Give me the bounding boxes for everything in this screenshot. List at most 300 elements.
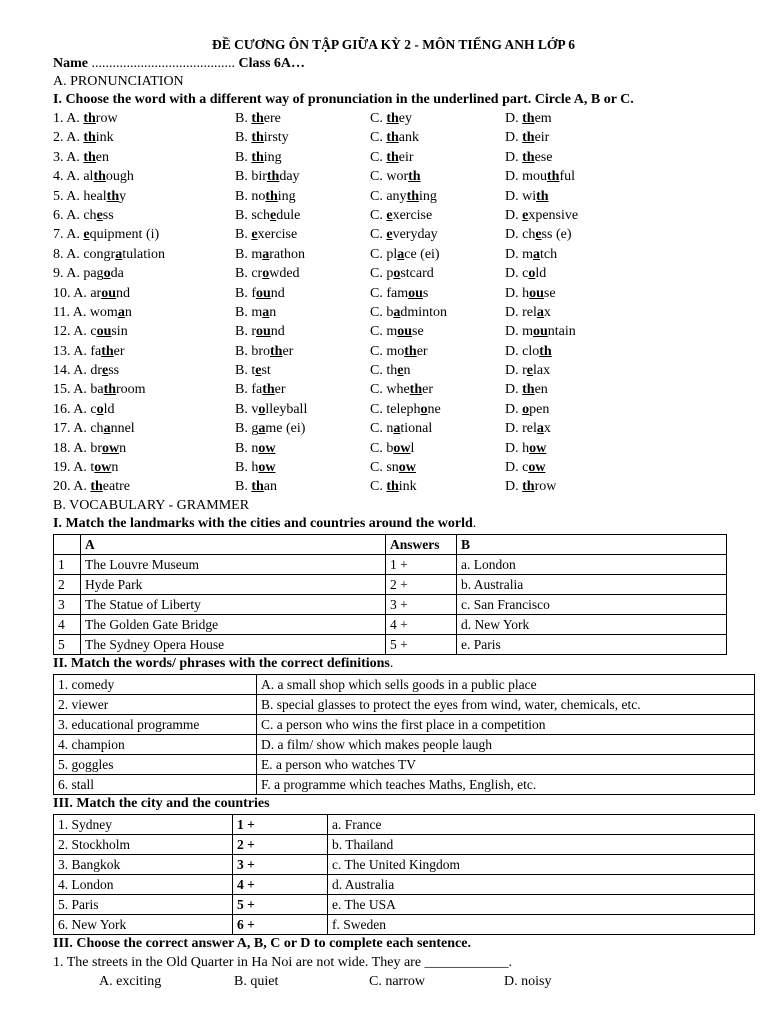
answer-option[interactable] bbox=[53, 264, 235, 283]
option-text: C. bbox=[370, 479, 387, 495]
table-cell: b. Australia bbox=[457, 574, 727, 594]
option-text: B. g bbox=[235, 421, 259, 437]
option-text: da bbox=[110, 266, 124, 282]
underlined-sound: e bbox=[102, 363, 109, 379]
table-header-cell bbox=[54, 534, 81, 554]
option-text: ank bbox=[398, 130, 420, 146]
option-text: C. bbox=[370, 130, 387, 146]
answer-option[interactable] bbox=[53, 361, 235, 380]
option-text: C. p bbox=[370, 266, 394, 282]
option-text: B. m bbox=[235, 246, 263, 262]
underlined-sound: ou bbox=[96, 324, 112, 340]
option-text: D. c bbox=[505, 266, 529, 282]
answer-option[interactable] bbox=[370, 322, 505, 341]
section-a-heading: A. PRONUNCIATION bbox=[53, 74, 184, 89]
table-cell: e. The USA bbox=[328, 894, 755, 914]
answer-option[interactable] bbox=[505, 458, 665, 477]
answer-option[interactable] bbox=[505, 303, 665, 322]
table-cell[interactable]: 5 + bbox=[386, 634, 457, 654]
option-text: C. teleph bbox=[370, 401, 421, 417]
answer-option[interactable] bbox=[53, 128, 235, 147]
option-a[interactable]: A. exciting bbox=[99, 973, 162, 989]
table-cell: The Golden Gate Bridge bbox=[81, 614, 386, 634]
table-cell: D. a film/ show which makes people laugh bbox=[257, 734, 755, 754]
underlined-sound: th bbox=[547, 169, 560, 185]
option-text: wded bbox=[269, 266, 300, 282]
underlined-sound: ow bbox=[258, 460, 276, 476]
table-cell: Hyde Park bbox=[81, 574, 386, 594]
option-text: C. bbox=[370, 207, 387, 223]
underlined-sound: th bbox=[251, 149, 264, 165]
table-header-cell: Answers bbox=[386, 534, 457, 554]
question-1: 1. The streets in the Old Quarter in Ha Noi are not wide. They are ____________. bbox=[53, 954, 513, 970]
table-cell[interactable]: 3 + bbox=[386, 594, 457, 614]
underlined-sound: e bbox=[83, 227, 90, 243]
answer-option[interactable] bbox=[505, 322, 665, 341]
option-text: C. any bbox=[370, 188, 407, 204]
answer-option[interactable] bbox=[235, 419, 370, 438]
option-text: 12. A. c bbox=[53, 324, 97, 340]
table-cell: a. France bbox=[328, 814, 755, 834]
answer-option[interactable] bbox=[235, 380, 370, 399]
answer-option[interactable] bbox=[53, 477, 235, 496]
option-text: C. whe bbox=[370, 382, 410, 398]
option-text: D. c bbox=[505, 460, 529, 476]
table-cell: 1. Sydney bbox=[54, 814, 233, 834]
answer-option[interactable] bbox=[505, 167, 665, 186]
option-b[interactable]: B. quiet bbox=[234, 973, 279, 989]
option-text: D. m bbox=[505, 246, 533, 262]
table-cell[interactable]: 2 + bbox=[233, 834, 328, 854]
task-b3-instructions: III. Match the city and the countries bbox=[53, 795, 270, 811]
option-text: B. bbox=[235, 111, 252, 126]
option-text: tch bbox=[540, 246, 558, 262]
answer-option[interactable] bbox=[370, 225, 505, 244]
answer-option[interactable] bbox=[505, 400, 665, 419]
answer-option[interactable] bbox=[235, 284, 370, 303]
underlined-sound: a bbox=[262, 304, 270, 320]
pronunciation-row bbox=[53, 109, 734, 128]
question-1-options bbox=[53, 972, 734, 991]
underlined-sound: a bbox=[536, 304, 544, 320]
option-d[interactable]: D. noisy bbox=[504, 973, 552, 989]
answer-option[interactable] bbox=[505, 477, 665, 496]
option-text: ss bbox=[108, 363, 120, 379]
underlined-sound: e bbox=[255, 363, 262, 379]
section-b-heading: B. VOCABULARY - GRAMMER bbox=[53, 497, 250, 513]
answer-option[interactable] bbox=[370, 458, 505, 477]
option-text: se bbox=[412, 324, 424, 340]
name-label: Name bbox=[53, 56, 88, 71]
pronunciation-row bbox=[53, 458, 734, 477]
answer-option[interactable] bbox=[235, 245, 370, 264]
table-cell[interactable]: 4 + bbox=[386, 614, 457, 634]
option-text: C. wor bbox=[370, 169, 409, 185]
underlined-sound: a bbox=[393, 421, 401, 437]
option-text: 3. A. bbox=[53, 149, 84, 165]
answer-option[interactable] bbox=[53, 245, 235, 264]
underlined-sound: th bbox=[386, 111, 399, 126]
option-text: 18. A. br bbox=[53, 440, 102, 456]
option-c[interactable]: C. narrow bbox=[369, 973, 425, 989]
answer-option[interactable] bbox=[370, 206, 505, 225]
table-row bbox=[54, 554, 727, 574]
option-text: dule bbox=[276, 207, 301, 223]
option-text: er bbox=[113, 343, 125, 359]
answer-option[interactable] bbox=[370, 187, 505, 206]
option-text: 5. A. heal bbox=[53, 188, 107, 204]
answer-option[interactable] bbox=[53, 187, 235, 206]
table-cell: The Louvre Museum bbox=[81, 554, 386, 574]
answer-option[interactable] bbox=[370, 380, 505, 399]
option-text: eir bbox=[398, 149, 414, 165]
table-cell: d. Australia bbox=[328, 874, 755, 894]
answer-option[interactable] bbox=[505, 284, 665, 303]
pronunciation-row bbox=[53, 400, 734, 419]
option-text: eatre bbox=[102, 479, 130, 495]
underlined-sound: th bbox=[522, 130, 535, 146]
answer-option[interactable] bbox=[370, 361, 505, 380]
table-row bbox=[54, 634, 727, 654]
underlined-sound: th bbox=[90, 479, 103, 495]
underlined-sound: e bbox=[522, 207, 529, 223]
underlined-sound: th bbox=[539, 343, 552, 359]
underlined-sound: o bbox=[96, 401, 104, 417]
option-text: ing bbox=[277, 188, 296, 204]
option-text: lax bbox=[533, 363, 551, 379]
option-text: ere bbox=[263, 111, 281, 126]
option-text: C. bbox=[370, 149, 387, 165]
answer-option[interactable] bbox=[370, 167, 505, 186]
option-text: 17. A. ch bbox=[53, 421, 104, 437]
answer-option[interactable] bbox=[53, 419, 235, 438]
table-header-cell: A bbox=[81, 534, 386, 554]
answer-option[interactable] bbox=[235, 167, 370, 186]
answer-option[interactable] bbox=[53, 206, 235, 225]
answer-option[interactable] bbox=[235, 342, 370, 361]
answer-option[interactable] bbox=[505, 342, 665, 361]
option-text: 4. A. al bbox=[53, 169, 94, 185]
underlined-sound: th bbox=[409, 382, 423, 398]
option-text: 8. A. congr bbox=[53, 246, 116, 262]
table-cell: F. a programme which teaches Maths, English, etc. bbox=[257, 774, 755, 794]
underlined-sound: o bbox=[528, 266, 536, 282]
underlined-sound: th bbox=[522, 149, 535, 165]
table-cell[interactable]: 1 + bbox=[233, 814, 328, 834]
option-text: veryday bbox=[392, 227, 438, 243]
underlined-sound: th bbox=[93, 169, 106, 185]
answer-option[interactable] bbox=[235, 264, 370, 283]
option-text: D. r bbox=[505, 363, 527, 379]
answer-option[interactable] bbox=[370, 439, 505, 458]
underlined-sound: ow bbox=[102, 440, 120, 456]
option-text: 2. A. bbox=[53, 130, 84, 146]
answer-option[interactable] bbox=[53, 148, 235, 167]
option-text: 7. A. bbox=[53, 227, 84, 243]
option-text: C. n bbox=[370, 421, 394, 437]
underlined-sound: th bbox=[106, 188, 120, 204]
option-text: er bbox=[282, 343, 294, 359]
underlined-sound: a bbox=[393, 304, 401, 320]
answer-option[interactable] bbox=[235, 439, 370, 458]
option-text: st bbox=[261, 363, 271, 379]
answer-option[interactable] bbox=[53, 322, 235, 341]
table-cell: f. Sweden bbox=[328, 914, 755, 934]
option-text: 13. A. fa bbox=[53, 343, 102, 359]
underlined-sound: th bbox=[522, 111, 535, 126]
answer-option[interactable] bbox=[53, 400, 235, 419]
option-text: D. m bbox=[505, 324, 533, 340]
task-b1-text: I. Match the landmarks with the cities and countries around the world bbox=[53, 515, 473, 531]
answer-option[interactable] bbox=[370, 264, 505, 283]
option-text: B. bir bbox=[235, 169, 267, 185]
underlined-sound: e bbox=[386, 227, 393, 243]
answer-option[interactable] bbox=[370, 419, 505, 438]
pronunciation-row bbox=[53, 322, 734, 341]
page-title: ĐỀ CƯƠNG ÔN TẬP GIỮA KỲ 2 - MÔN TIẾNG ANH LỚP 6 bbox=[211, 37, 576, 52]
option-text: ink bbox=[95, 130, 114, 146]
option-text: xercise bbox=[257, 227, 298, 243]
underlined-sound: a bbox=[258, 421, 266, 437]
table-row bbox=[54, 734, 755, 754]
table-cell: 3 bbox=[54, 594, 81, 614]
option-text: en bbox=[95, 149, 110, 165]
answer-option[interactable] bbox=[505, 148, 665, 167]
option-text: D. bbox=[505, 111, 523, 126]
option-text: pen bbox=[529, 401, 550, 417]
answer-option[interactable] bbox=[370, 284, 505, 303]
table-cell: 1 bbox=[54, 554, 81, 574]
option-text: ey bbox=[398, 111, 413, 126]
answer-option[interactable] bbox=[370, 245, 505, 264]
table-row bbox=[54, 594, 727, 614]
option-text: se bbox=[543, 285, 556, 301]
table-row bbox=[54, 834, 755, 854]
table-cell[interactable]: 3 + bbox=[233, 854, 328, 874]
option-text: sin bbox=[111, 324, 128, 340]
underlined-sound: ow bbox=[393, 440, 411, 456]
answer-option[interactable] bbox=[235, 148, 370, 167]
table-cell: 2. viewer bbox=[54, 694, 257, 714]
table-cell: 3. Bangkok bbox=[54, 854, 233, 874]
option-text: ful bbox=[559, 169, 576, 185]
table-row bbox=[54, 714, 755, 734]
option-text: nd bbox=[270, 324, 285, 340]
table-row bbox=[54, 814, 755, 834]
underlined-sound: ou bbox=[533, 324, 548, 340]
option-text: B. cr bbox=[235, 266, 263, 282]
option-text: D. wi bbox=[505, 188, 537, 204]
underlined-sound: th bbox=[251, 479, 264, 495]
option-text: B. h bbox=[235, 460, 259, 476]
option-text: s bbox=[422, 285, 429, 301]
task-b4-instructions: III. Choose the correct answer A, B, C or D to complete each sentence. bbox=[53, 935, 471, 951]
option-text: day bbox=[279, 169, 300, 185]
underlined-sound: o bbox=[420, 401, 428, 417]
pronunciation-row bbox=[53, 380, 734, 399]
answer-option[interactable] bbox=[370, 342, 505, 361]
table-header-row bbox=[54, 534, 727, 554]
table-row bbox=[54, 774, 755, 794]
option-text: B. fa bbox=[235, 382, 263, 398]
answer-option[interactable] bbox=[370, 477, 505, 496]
underlined-sound: o bbox=[522, 401, 530, 417]
option-text: n bbox=[403, 363, 411, 379]
option-text: dminton bbox=[400, 304, 448, 320]
option-text: l bbox=[410, 440, 415, 456]
answer-option[interactable] bbox=[235, 128, 370, 147]
option-text: B. f bbox=[235, 285, 256, 301]
table-cell: 5. goggles bbox=[54, 754, 257, 774]
option-text: B. bbox=[235, 227, 252, 243]
option-text: D. clo bbox=[505, 343, 540, 359]
answer-option[interactable] bbox=[235, 303, 370, 322]
table-cell: 2 bbox=[54, 574, 81, 594]
answer-option[interactable] bbox=[53, 458, 235, 477]
pronunciation-row bbox=[53, 225, 734, 244]
answer-option[interactable] bbox=[235, 206, 370, 225]
option-text: D. ch bbox=[505, 227, 536, 243]
option-text: 20. A. bbox=[53, 479, 91, 495]
answer-option[interactable] bbox=[505, 187, 665, 206]
answer-option[interactable] bbox=[53, 303, 235, 322]
class-label: Class 6A… bbox=[238, 56, 306, 71]
option-text: B. bbox=[235, 130, 252, 146]
option-text: C. pl bbox=[370, 246, 398, 262]
option-text: n bbox=[124, 304, 132, 320]
underlined-sound: th bbox=[536, 188, 549, 204]
answer-option[interactable] bbox=[370, 109, 505, 128]
answer-option[interactable] bbox=[505, 245, 665, 264]
option-text: C. bbox=[370, 111, 387, 126]
task-b1-instructions: I. Match the landmarks with the cities and countries around the world. bbox=[53, 515, 477, 531]
option-text: B. v bbox=[235, 401, 259, 417]
pronunciation-row bbox=[53, 148, 734, 167]
underlined-sound: th bbox=[266, 169, 280, 185]
answer-option[interactable] bbox=[53, 225, 235, 244]
table-cell[interactable]: 1 + bbox=[386, 554, 457, 574]
option-text: rathon bbox=[269, 246, 305, 262]
option-text: en bbox=[534, 382, 548, 398]
answer-option[interactable] bbox=[235, 322, 370, 341]
option-text: me (ei) bbox=[265, 421, 306, 437]
answer-option[interactable] bbox=[53, 284, 235, 303]
table-cell[interactable]: 5 + bbox=[233, 894, 328, 914]
pronunciation-row bbox=[53, 439, 734, 458]
table-cell: 6. stall bbox=[54, 774, 257, 794]
underlined-sound: th bbox=[265, 188, 278, 204]
definitions-table bbox=[53, 674, 755, 795]
pronunciation-row bbox=[53, 128, 734, 147]
answer-option[interactable] bbox=[370, 400, 505, 419]
answer-option[interactable] bbox=[53, 167, 235, 186]
answer-option[interactable] bbox=[505, 128, 665, 147]
answer-option[interactable] bbox=[235, 225, 370, 244]
underlined-sound: e bbox=[526, 363, 533, 379]
table-cell[interactable]: 6 + bbox=[233, 914, 328, 934]
answer-option[interactable] bbox=[505, 361, 665, 380]
answer-option[interactable] bbox=[370, 128, 505, 147]
option-text: B. sch bbox=[235, 207, 270, 223]
option-text: 11. A. wom bbox=[53, 304, 118, 320]
pronunciation-row bbox=[53, 361, 734, 380]
answer-option[interactable] bbox=[505, 206, 665, 225]
underlined-sound: ou bbox=[529, 285, 544, 301]
option-text: C. m bbox=[370, 324, 398, 340]
table-cell: b. Thailand bbox=[328, 834, 755, 854]
answer-option[interactable] bbox=[505, 380, 665, 399]
underlined-sound: a bbox=[262, 246, 270, 262]
answer-option[interactable] bbox=[235, 361, 370, 380]
answer-option[interactable] bbox=[53, 342, 235, 361]
option-text: 15. A. ba bbox=[53, 382, 104, 398]
answer-option[interactable] bbox=[370, 148, 505, 167]
answer-option[interactable] bbox=[505, 419, 665, 438]
option-text: 10. A. ar bbox=[53, 285, 102, 301]
underlined-sound: e bbox=[96, 207, 103, 223]
table-cell: c. The United Kingdom bbox=[328, 854, 755, 874]
table-cell: a. London bbox=[457, 554, 727, 574]
table-row bbox=[54, 674, 755, 694]
option-text: eir bbox=[534, 130, 550, 146]
option-text: er bbox=[422, 382, 434, 398]
option-text: row bbox=[534, 479, 557, 495]
option-text: row bbox=[95, 111, 118, 126]
table-cell: d. New York bbox=[457, 614, 727, 634]
table-cell: C. a person who wins the first place in a competition bbox=[257, 714, 755, 734]
underlined-sound: th bbox=[386, 130, 399, 146]
answer-option[interactable] bbox=[53, 439, 235, 458]
answer-option[interactable] bbox=[235, 187, 370, 206]
answer-option[interactable] bbox=[505, 264, 665, 283]
answer-option[interactable] bbox=[53, 109, 235, 128]
option-text: em bbox=[534, 111, 552, 126]
option-text: ing bbox=[263, 149, 282, 165]
answer-option[interactable] bbox=[53, 380, 235, 399]
underlined-sound: o bbox=[103, 266, 111, 282]
option-text: ce (ei) bbox=[404, 246, 440, 262]
table-row bbox=[54, 914, 755, 934]
option-text: nd bbox=[270, 285, 285, 301]
answer-option[interactable] bbox=[235, 477, 370, 496]
answer-option[interactable] bbox=[505, 225, 665, 244]
answer-option[interactable] bbox=[235, 400, 370, 419]
pronunciation-row bbox=[53, 206, 734, 225]
underlined-sound: a bbox=[536, 421, 544, 437]
table-header-cell: B bbox=[457, 534, 727, 554]
answer-option[interactable] bbox=[235, 109, 370, 128]
answer-option[interactable] bbox=[370, 303, 505, 322]
option-text: 9. A. pag bbox=[53, 266, 104, 282]
option-text: 14. A. dr bbox=[53, 363, 102, 379]
table-cell: A. a small shop which sells goods in a public place bbox=[257, 674, 755, 694]
table-cell[interactable]: 2 + bbox=[386, 574, 457, 594]
underlined-sound: ou bbox=[397, 324, 413, 340]
underlined-sound: th bbox=[522, 479, 535, 495]
table-cell: The Sydney Opera House bbox=[81, 634, 386, 654]
answer-option[interactable] bbox=[505, 109, 665, 128]
pronunciation-row bbox=[53, 419, 734, 438]
option-text: C. mo bbox=[370, 343, 405, 359]
pronunciation-row bbox=[53, 284, 734, 303]
answer-option[interactable] bbox=[235, 458, 370, 477]
underlined-sound: th bbox=[406, 188, 420, 204]
answer-option[interactable] bbox=[505, 439, 665, 458]
table-row bbox=[54, 574, 727, 594]
option-text: C. bbox=[370, 227, 387, 243]
table-cell: 6. New York bbox=[54, 914, 233, 934]
table-cell[interactable]: 4 + bbox=[233, 874, 328, 894]
